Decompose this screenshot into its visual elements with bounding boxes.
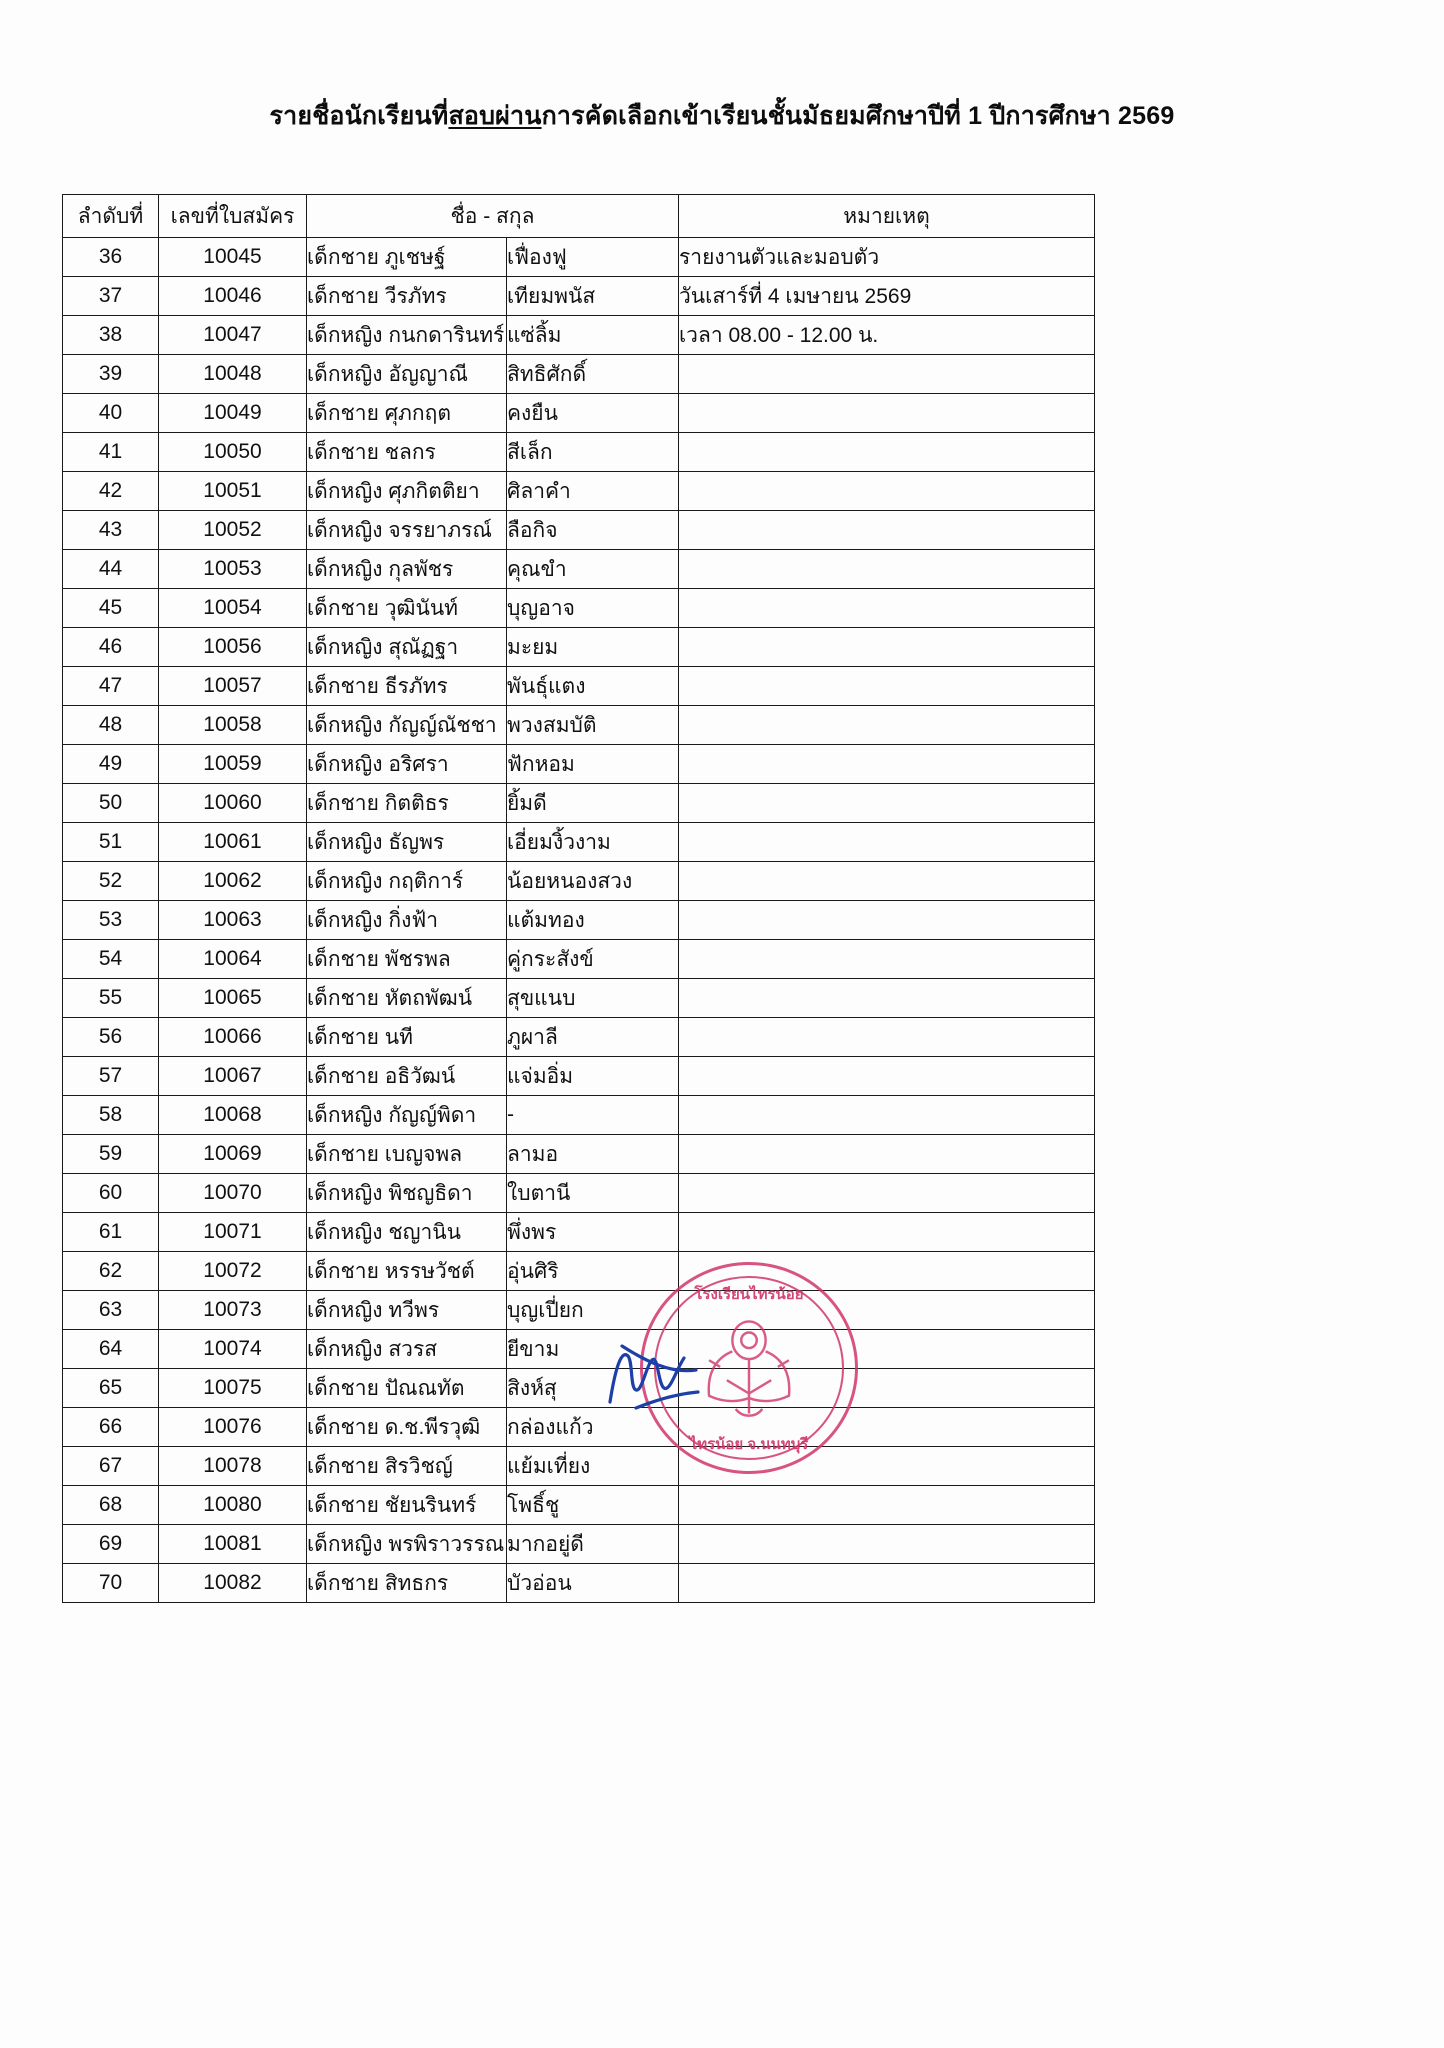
cell-application-no: 10063 bbox=[159, 901, 307, 940]
table-row bbox=[63, 316, 1095, 355]
table-row bbox=[63, 823, 1095, 862]
cell-application-no: 10066 bbox=[159, 1018, 307, 1057]
cell-surname: สิงห์สุ bbox=[507, 1369, 679, 1408]
cell-order: 69 bbox=[63, 1525, 159, 1564]
cell-surname: น้อยหนองสวง bbox=[507, 862, 679, 901]
table-row bbox=[63, 1330, 1095, 1369]
cell-given-name: เด็กชาย ธีรภัทร bbox=[307, 667, 507, 706]
cell-given-name: เด็กหญิง ทวีพร bbox=[307, 1291, 507, 1330]
cell-given-name: เด็กชาย ปัณณทัต bbox=[307, 1369, 507, 1408]
cell-order: 46 bbox=[63, 628, 159, 667]
table-row bbox=[63, 1291, 1095, 1330]
table-row bbox=[63, 979, 1095, 1018]
cell-surname: บุญเปี่ยก bbox=[507, 1291, 679, 1330]
cell-remark bbox=[679, 1018, 1095, 1057]
results-table-body bbox=[63, 238, 1095, 1603]
cell-given-name: เด็กชาย วุฒินันท์ bbox=[307, 589, 507, 628]
cell-order: 36 bbox=[63, 238, 159, 277]
cell-remark bbox=[679, 1291, 1095, 1330]
cell-application-no: 10059 bbox=[159, 745, 307, 784]
cell-remark bbox=[679, 1252, 1095, 1291]
table-row bbox=[63, 1135, 1095, 1174]
cell-remark bbox=[679, 1096, 1095, 1135]
cell-application-no: 10080 bbox=[159, 1486, 307, 1525]
cell-order: 39 bbox=[63, 355, 159, 394]
table-row bbox=[63, 433, 1095, 472]
page-title-underlined-term: สอบผ่าน bbox=[448, 102, 542, 130]
cell-surname: แซ่ลิ้ม bbox=[507, 316, 679, 355]
cell-surname: ฟักหอม bbox=[507, 745, 679, 784]
table-row bbox=[63, 1369, 1095, 1408]
table-row bbox=[63, 1486, 1095, 1525]
cell-application-no: 10047 bbox=[159, 316, 307, 355]
cell-remark bbox=[679, 1525, 1095, 1564]
cell-given-name: เด็กหญิง สุณัฏฐา bbox=[307, 628, 507, 667]
cell-surname: เทียมพนัส bbox=[507, 277, 679, 316]
cell-given-name: เด็กหญิง ชญานิน bbox=[307, 1213, 507, 1252]
cell-given-name: เด็กชาย วีรภัทร bbox=[307, 277, 507, 316]
cell-remark bbox=[679, 979, 1095, 1018]
cell-application-no: 10071 bbox=[159, 1213, 307, 1252]
cell-application-no: 10049 bbox=[159, 394, 307, 433]
cell-application-no: 10078 bbox=[159, 1447, 307, 1486]
cell-given-name: เด็กหญิง ศุภกิตติยา bbox=[307, 472, 507, 511]
cell-order: 48 bbox=[63, 706, 159, 745]
cell-remark bbox=[679, 550, 1095, 589]
cell-order: 61 bbox=[63, 1213, 159, 1252]
cell-given-name: เด็กชาย เบญจพล bbox=[307, 1135, 507, 1174]
table-row bbox=[63, 862, 1095, 901]
cell-surname: ใบตานี bbox=[507, 1174, 679, 1213]
cell-order: 55 bbox=[63, 979, 159, 1018]
cell-surname: ยีขาม bbox=[507, 1330, 679, 1369]
cell-given-name: เด็กชาย สิทธกร bbox=[307, 1564, 507, 1603]
cell-order: 52 bbox=[63, 862, 159, 901]
cell-remark bbox=[679, 1369, 1095, 1408]
cell-application-no: 10070 bbox=[159, 1174, 307, 1213]
cell-remark bbox=[679, 394, 1095, 433]
cell-given-name: เด็กหญิง กนกดารินทร์ bbox=[307, 316, 507, 355]
cell-surname: แจ่มอิ่ม bbox=[507, 1057, 679, 1096]
cell-given-name: เด็กหญิง กัญญ์พิดา bbox=[307, 1096, 507, 1135]
cell-application-no: 10057 bbox=[159, 667, 307, 706]
page-title bbox=[0, 96, 1444, 136]
cell-remark bbox=[679, 1057, 1095, 1096]
cell-application-no: 10061 bbox=[159, 823, 307, 862]
table-row bbox=[63, 940, 1095, 979]
cell-application-no: 10068 bbox=[159, 1096, 307, 1135]
cell-application-no: 10074 bbox=[159, 1330, 307, 1369]
cell-application-no: 10069 bbox=[159, 1135, 307, 1174]
table-row bbox=[63, 1408, 1095, 1447]
cell-given-name: เด็กชาย ชลกร bbox=[307, 433, 507, 472]
cell-remark bbox=[679, 628, 1095, 667]
cell-order: 54 bbox=[63, 940, 159, 979]
cell-remark bbox=[679, 745, 1095, 784]
cell-given-name: เด็กชาย ด.ช.พีรวุฒิ bbox=[307, 1408, 507, 1447]
cell-application-no: 10056 bbox=[159, 628, 307, 667]
cell-remark: เวลา 08.00 - 12.00 น. bbox=[679, 316, 1095, 355]
cell-remark bbox=[679, 1330, 1095, 1369]
cell-order: 41 bbox=[63, 433, 159, 472]
table-row bbox=[63, 511, 1095, 550]
cell-remark bbox=[679, 862, 1095, 901]
table-row bbox=[63, 628, 1095, 667]
cell-application-no: 10072 bbox=[159, 1252, 307, 1291]
cell-surname: พึ่งพร bbox=[507, 1213, 679, 1252]
table-row bbox=[63, 1096, 1095, 1135]
cell-given-name: เด็กหญิง พรพิราวรรณ bbox=[307, 1525, 507, 1564]
cell-surname: โพธิ์ชู bbox=[507, 1486, 679, 1525]
cell-application-no: 10046 bbox=[159, 277, 307, 316]
cell-order: 42 bbox=[63, 472, 159, 511]
cell-surname: แย้มเที่ยง bbox=[507, 1447, 679, 1486]
cell-remark bbox=[679, 589, 1095, 628]
cell-surname: คู่กระสังข์ bbox=[507, 940, 679, 979]
column-header-name: ชื่อ - สกุล bbox=[307, 195, 679, 238]
cell-application-no: 10048 bbox=[159, 355, 307, 394]
cell-surname: สิทธิศักดิ์ bbox=[507, 355, 679, 394]
cell-surname: พันธุ์แตง bbox=[507, 667, 679, 706]
cell-application-no: 10050 bbox=[159, 433, 307, 472]
cell-surname: ลือกิจ bbox=[507, 511, 679, 550]
cell-remark bbox=[679, 472, 1095, 511]
cell-application-no: 10060 bbox=[159, 784, 307, 823]
cell-application-no: 10062 bbox=[159, 862, 307, 901]
cell-surname: ภูผาลี bbox=[507, 1018, 679, 1057]
table-row bbox=[63, 1057, 1095, 1096]
cell-order: 51 bbox=[63, 823, 159, 862]
cell-remark bbox=[679, 1213, 1095, 1252]
cell-remark bbox=[679, 1174, 1095, 1213]
results-table bbox=[62, 194, 1095, 1603]
cell-given-name: เด็กชาย พัชรพล bbox=[307, 940, 507, 979]
cell-remark bbox=[679, 1135, 1095, 1174]
table-row bbox=[63, 784, 1095, 823]
cell-application-no: 10051 bbox=[159, 472, 307, 511]
cell-surname: ลามอ bbox=[507, 1135, 679, 1174]
cell-application-no: 10053 bbox=[159, 550, 307, 589]
cell-order: 63 bbox=[63, 1291, 159, 1330]
cell-order: 64 bbox=[63, 1330, 159, 1369]
cell-surname: คงยืน bbox=[507, 394, 679, 433]
cell-order: 37 bbox=[63, 277, 159, 316]
cell-order: 49 bbox=[63, 745, 159, 784]
cell-remark bbox=[679, 901, 1095, 940]
table-row bbox=[63, 1525, 1095, 1564]
cell-application-no: 10054 bbox=[159, 589, 307, 628]
cell-surname: สุขแนบ bbox=[507, 979, 679, 1018]
cell-application-no: 10073 bbox=[159, 1291, 307, 1330]
cell-application-no: 10075 bbox=[159, 1369, 307, 1408]
cell-application-no: 10064 bbox=[159, 940, 307, 979]
table-header-row bbox=[63, 195, 1095, 238]
table-row bbox=[63, 1174, 1095, 1213]
cell-surname: พวงสมบัติ bbox=[507, 706, 679, 745]
cell-surname: ศิลาคำ bbox=[507, 472, 679, 511]
table-row bbox=[63, 550, 1095, 589]
cell-given-name: เด็กชาย กิตติธร bbox=[307, 784, 507, 823]
cell-remark bbox=[679, 1408, 1095, 1447]
cell-given-name: เด็กหญิง ธัญพร bbox=[307, 823, 507, 862]
table-row bbox=[63, 1447, 1095, 1486]
cell-application-no: 10082 bbox=[159, 1564, 307, 1603]
cell-application-no: 10065 bbox=[159, 979, 307, 1018]
cell-given-name: เด็กชาย ภูเชษฐ์ bbox=[307, 238, 507, 277]
cell-application-no: 10076 bbox=[159, 1408, 307, 1447]
stamp-bottom-text: ไทรน้อย จ.นนทบุรี bbox=[689, 1436, 809, 1453]
cell-order: 50 bbox=[63, 784, 159, 823]
cell-remark bbox=[679, 433, 1095, 472]
cell-application-no: 10081 bbox=[159, 1525, 307, 1564]
cell-given-name: เด็กชาย สิรวิชญ์ bbox=[307, 1447, 507, 1486]
cell-order: 53 bbox=[63, 901, 159, 940]
table-row bbox=[63, 394, 1095, 433]
cell-remark bbox=[679, 784, 1095, 823]
table-row bbox=[63, 1018, 1095, 1057]
cell-given-name: เด็กชาย หัตถพัฒน์ bbox=[307, 979, 507, 1018]
page-title-suffix: การคัดเลือกเข้าเรียนชั้นมัธยมศึกษาปีที่ 1 ปีการศึกษา 2569 bbox=[541, 102, 1175, 130]
table-row bbox=[63, 667, 1095, 706]
cell-order: 43 bbox=[63, 511, 159, 550]
cell-order: 66 bbox=[63, 1408, 159, 1447]
cell-given-name: เด็กหญิง กุลพัชร bbox=[307, 550, 507, 589]
cell-remark bbox=[679, 940, 1095, 979]
table-row bbox=[63, 901, 1095, 940]
cell-order: 38 bbox=[63, 316, 159, 355]
cell-remark bbox=[679, 667, 1095, 706]
cell-given-name: เด็กหญิง กิ่งฟ้า bbox=[307, 901, 507, 940]
cell-application-no: 10058 bbox=[159, 706, 307, 745]
cell-given-name: เด็กหญิง อัญญาณี bbox=[307, 355, 507, 394]
cell-order: 40 bbox=[63, 394, 159, 433]
cell-given-name: เด็กหญิง กฤติการ์ bbox=[307, 862, 507, 901]
table-row bbox=[63, 355, 1095, 394]
cell-order: 57 bbox=[63, 1057, 159, 1096]
cell-surname: เอี่ยมงิ้วงาม bbox=[507, 823, 679, 862]
cell-order: 44 bbox=[63, 550, 159, 589]
cell-surname: ยิ้มดี bbox=[507, 784, 679, 823]
table-row bbox=[63, 277, 1095, 316]
cell-surname: มากอยู่ดี bbox=[507, 1525, 679, 1564]
cell-order: 45 bbox=[63, 589, 159, 628]
cell-order: 59 bbox=[63, 1135, 159, 1174]
cell-application-no: 10052 bbox=[159, 511, 307, 550]
page-title-prefix: รายชื่อนักเรียนที่ bbox=[269, 102, 449, 130]
cell-given-name: เด็กหญิง พิชญธิดา bbox=[307, 1174, 507, 1213]
table-row bbox=[63, 238, 1095, 277]
stamp-top-text: โรงเรียนไทรน้อย bbox=[694, 1286, 804, 1303]
cell-remark bbox=[679, 511, 1095, 550]
cell-application-no: 10045 bbox=[159, 238, 307, 277]
cell-order: 56 bbox=[63, 1018, 159, 1057]
cell-remark bbox=[679, 706, 1095, 745]
cell-given-name: เด็กชาย อธิวัฒน์ bbox=[307, 1057, 507, 1096]
cell-order: 67 bbox=[63, 1447, 159, 1486]
column-header-application-no: เลขที่ใบสมัคร bbox=[159, 195, 307, 238]
table-row bbox=[63, 589, 1095, 628]
cell-remark: วันเสาร์ที่ 4 เมษายน 2569 bbox=[679, 277, 1095, 316]
cell-surname: มะยม bbox=[507, 628, 679, 667]
cell-surname: อุ่นศิริ bbox=[507, 1252, 679, 1291]
cell-given-name: เด็กหญิง กัญญ์ณัชชา bbox=[307, 706, 507, 745]
cell-surname: บุญอาจ bbox=[507, 589, 679, 628]
cell-given-name: เด็กชาย ศุภกฤต bbox=[307, 394, 507, 433]
table-row bbox=[63, 472, 1095, 511]
table-row bbox=[63, 1564, 1095, 1603]
cell-surname: แต้มทอง bbox=[507, 901, 679, 940]
cell-given-name: เด็กชาย หรรษวัชต์ bbox=[307, 1252, 507, 1291]
table-row bbox=[63, 1252, 1095, 1291]
cell-remark bbox=[679, 1564, 1095, 1603]
cell-remark: รายงานตัวและมอบตัว bbox=[679, 238, 1095, 277]
cell-order: 65 bbox=[63, 1369, 159, 1408]
column-header-remark: หมายเหตุ bbox=[679, 195, 1095, 238]
cell-surname: กล่องแก้ว bbox=[507, 1408, 679, 1447]
cell-remark bbox=[679, 355, 1095, 394]
cell-given-name: เด็กหญิง สวรส bbox=[307, 1330, 507, 1369]
cell-order: 58 bbox=[63, 1096, 159, 1135]
cell-given-name: เด็กชาย ชัยนรินทร์ bbox=[307, 1486, 507, 1525]
cell-remark bbox=[679, 1486, 1095, 1525]
cell-remark bbox=[679, 1447, 1095, 1486]
cell-remark bbox=[679, 823, 1095, 862]
cell-surname: สีเล็ก bbox=[507, 433, 679, 472]
cell-order: 68 bbox=[63, 1486, 159, 1525]
cell-order: 62 bbox=[63, 1252, 159, 1291]
cell-order: 70 bbox=[63, 1564, 159, 1603]
cell-surname: เฟื่องฟู bbox=[507, 238, 679, 277]
cell-given-name: เด็กหญิง จรรยาภรณ์ bbox=[307, 511, 507, 550]
table-row bbox=[63, 745, 1095, 784]
cell-surname: บัวอ่อน bbox=[507, 1564, 679, 1603]
cell-application-no: 10067 bbox=[159, 1057, 307, 1096]
table-row bbox=[63, 1213, 1095, 1252]
column-header-order: ลำดับที่ bbox=[63, 195, 159, 238]
cell-surname: คุณขำ bbox=[507, 550, 679, 589]
cell-given-name: เด็กชาย นที bbox=[307, 1018, 507, 1057]
cell-order: 60 bbox=[63, 1174, 159, 1213]
cell-given-name: เด็กหญิง อริศรา bbox=[307, 745, 507, 784]
cell-surname: - bbox=[507, 1096, 679, 1135]
table-row bbox=[63, 706, 1095, 745]
cell-order: 47 bbox=[63, 667, 159, 706]
